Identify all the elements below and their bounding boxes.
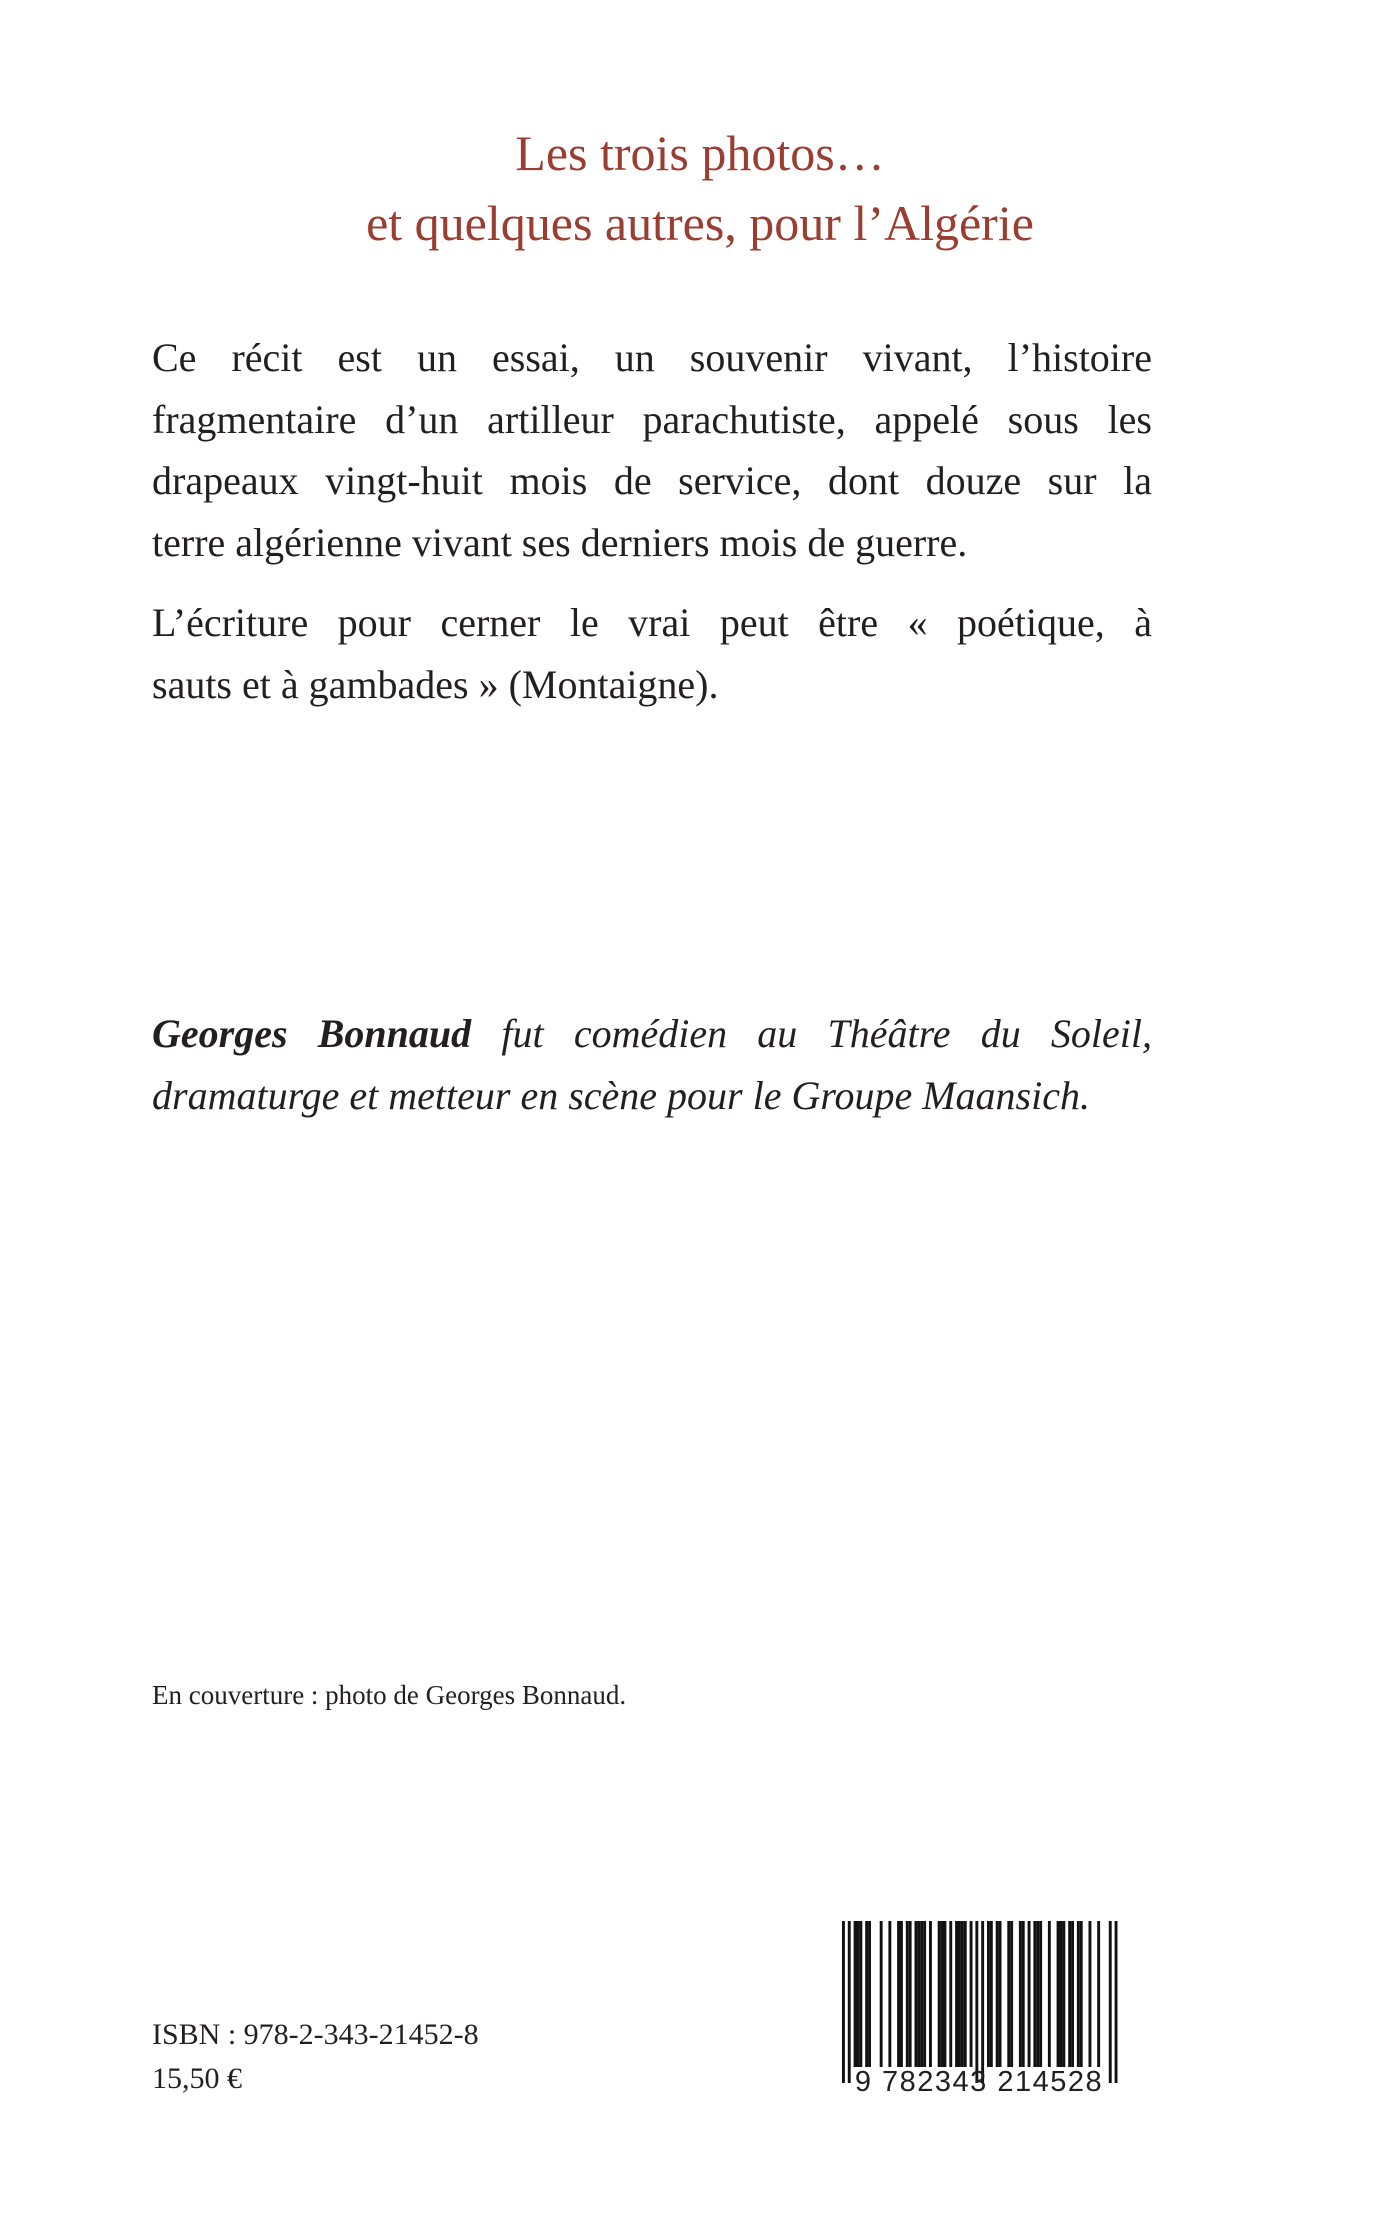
barcode-bar (1071, 1921, 1074, 2067)
barcode-bar (923, 1921, 926, 2067)
barcode-bar (961, 1921, 964, 2067)
blurb-line: terre algérienne vivant ses derniers mois de guerre. (152, 519, 968, 565)
blurb-paragraph-1 (152, 327, 1152, 573)
barcode-bar (929, 1921, 932, 2067)
book-title (0, 118, 1400, 258)
title-line-2: et quelques autres, pour l’Algérie (366, 195, 1034, 251)
barcode-bar (1048, 1921, 1051, 2067)
barcode-bar (1028, 1921, 1031, 2067)
barcode-bar (955, 1921, 958, 2067)
barcode-bar (975, 1921, 978, 2083)
isbn: ISBN : 978-2-343-21452-8 (152, 2018, 479, 2051)
barcode-bar (854, 1921, 857, 2067)
barcode-bar (915, 1921, 918, 2067)
barcode-bar (1057, 1921, 1060, 2067)
barcode-bar (1077, 1921, 1080, 2067)
barcode-bar (1097, 1921, 1100, 2067)
price: 15,50 € (152, 2062, 242, 2095)
barcode-bar (909, 1921, 912, 2067)
barcode-bar (1115, 1921, 1118, 2083)
barcode-bar (1068, 1921, 1071, 2067)
barcode-bar (938, 1921, 941, 2067)
blurb-paragraph-2 (152, 592, 1152, 715)
barcode-bar (981, 1921, 984, 2083)
barcode-bar (1109, 1921, 1112, 2083)
barcode-bar (1060, 1921, 1063, 2067)
barcode-bar (865, 1921, 868, 2067)
barcode-bar (958, 1921, 961, 2067)
barcode-bar (1022, 1921, 1025, 2067)
author-name: Georges Bonnaud (152, 1011, 472, 1056)
barcode-bar (944, 1921, 947, 2067)
barcode-bar (996, 1921, 999, 2067)
barcode-bar (949, 1921, 952, 2067)
barcode-bar (848, 1921, 851, 2083)
barcode-bar (1033, 1921, 1036, 2067)
barcode-bar (888, 1921, 891, 2067)
barcode-bar (1019, 1921, 1022, 2067)
barcode-bar (897, 1921, 900, 2067)
barcode-bar (857, 1921, 860, 2067)
barcode-bar (964, 1921, 967, 2067)
title-line-1: Les trois photos… (515, 125, 885, 181)
author-bio (152, 1003, 1152, 1126)
barcode-bar (990, 1921, 993, 2067)
barcode (820, 1911, 1138, 2111)
barcode-bar (917, 1921, 920, 2067)
barcode-bar (900, 1921, 903, 2067)
barcode-bar (868, 1921, 871, 2067)
author-bio-line-1-rest: fut comédien au Théâtre du Soleil, (471, 1011, 1153, 1056)
blurb-line: sauts et à gambades » (Montaigne). (152, 661, 719, 707)
blurb-line: Ce récit est un essai, un souvenir vivant, l’histoire (152, 335, 1152, 380)
blurb-line: drapeaux vingt-huit mois de service, dont douze sur la (152, 458, 1152, 503)
barcode-bar (842, 1921, 845, 2083)
cover-credit: En couverture : photo de Georges Bonnaud. (152, 1680, 627, 1710)
barcode-bar (970, 1921, 973, 2067)
barcode-bar (941, 1921, 944, 2067)
barcode-bar (906, 1921, 909, 2067)
author-bio-line-1 (152, 1003, 1152, 1065)
barcode-bar (920, 1921, 923, 2067)
barcode-bar (859, 1921, 862, 2067)
barcode-bar (1089, 1921, 1092, 2067)
barcode-bar (880, 1921, 883, 2067)
barcode-bar (999, 1921, 1002, 2067)
barcode-bar (1010, 1921, 1013, 2067)
barcode-bar (1039, 1921, 1042, 2067)
barcode-bar (1007, 1921, 1010, 2067)
blurb-line: L’écriture pour cerner le vrai peut être « poétique, à (152, 600, 1152, 645)
blurb-line: fragmentaire d’un artilleur parachutiste, appelé sous les (152, 396, 1152, 442)
barcode-bar (1036, 1921, 1039, 2067)
author-bio-line-2: dramaturge et metteur en scène pour le Groupe Maansich. (152, 1072, 1090, 1118)
barcode-bar (1062, 1921, 1065, 2067)
barcode-digits: 9 782343 214528 (854, 2066, 1104, 2098)
barcode-bar (1080, 1921, 1083, 2067)
barcode-bar (987, 1921, 990, 2067)
